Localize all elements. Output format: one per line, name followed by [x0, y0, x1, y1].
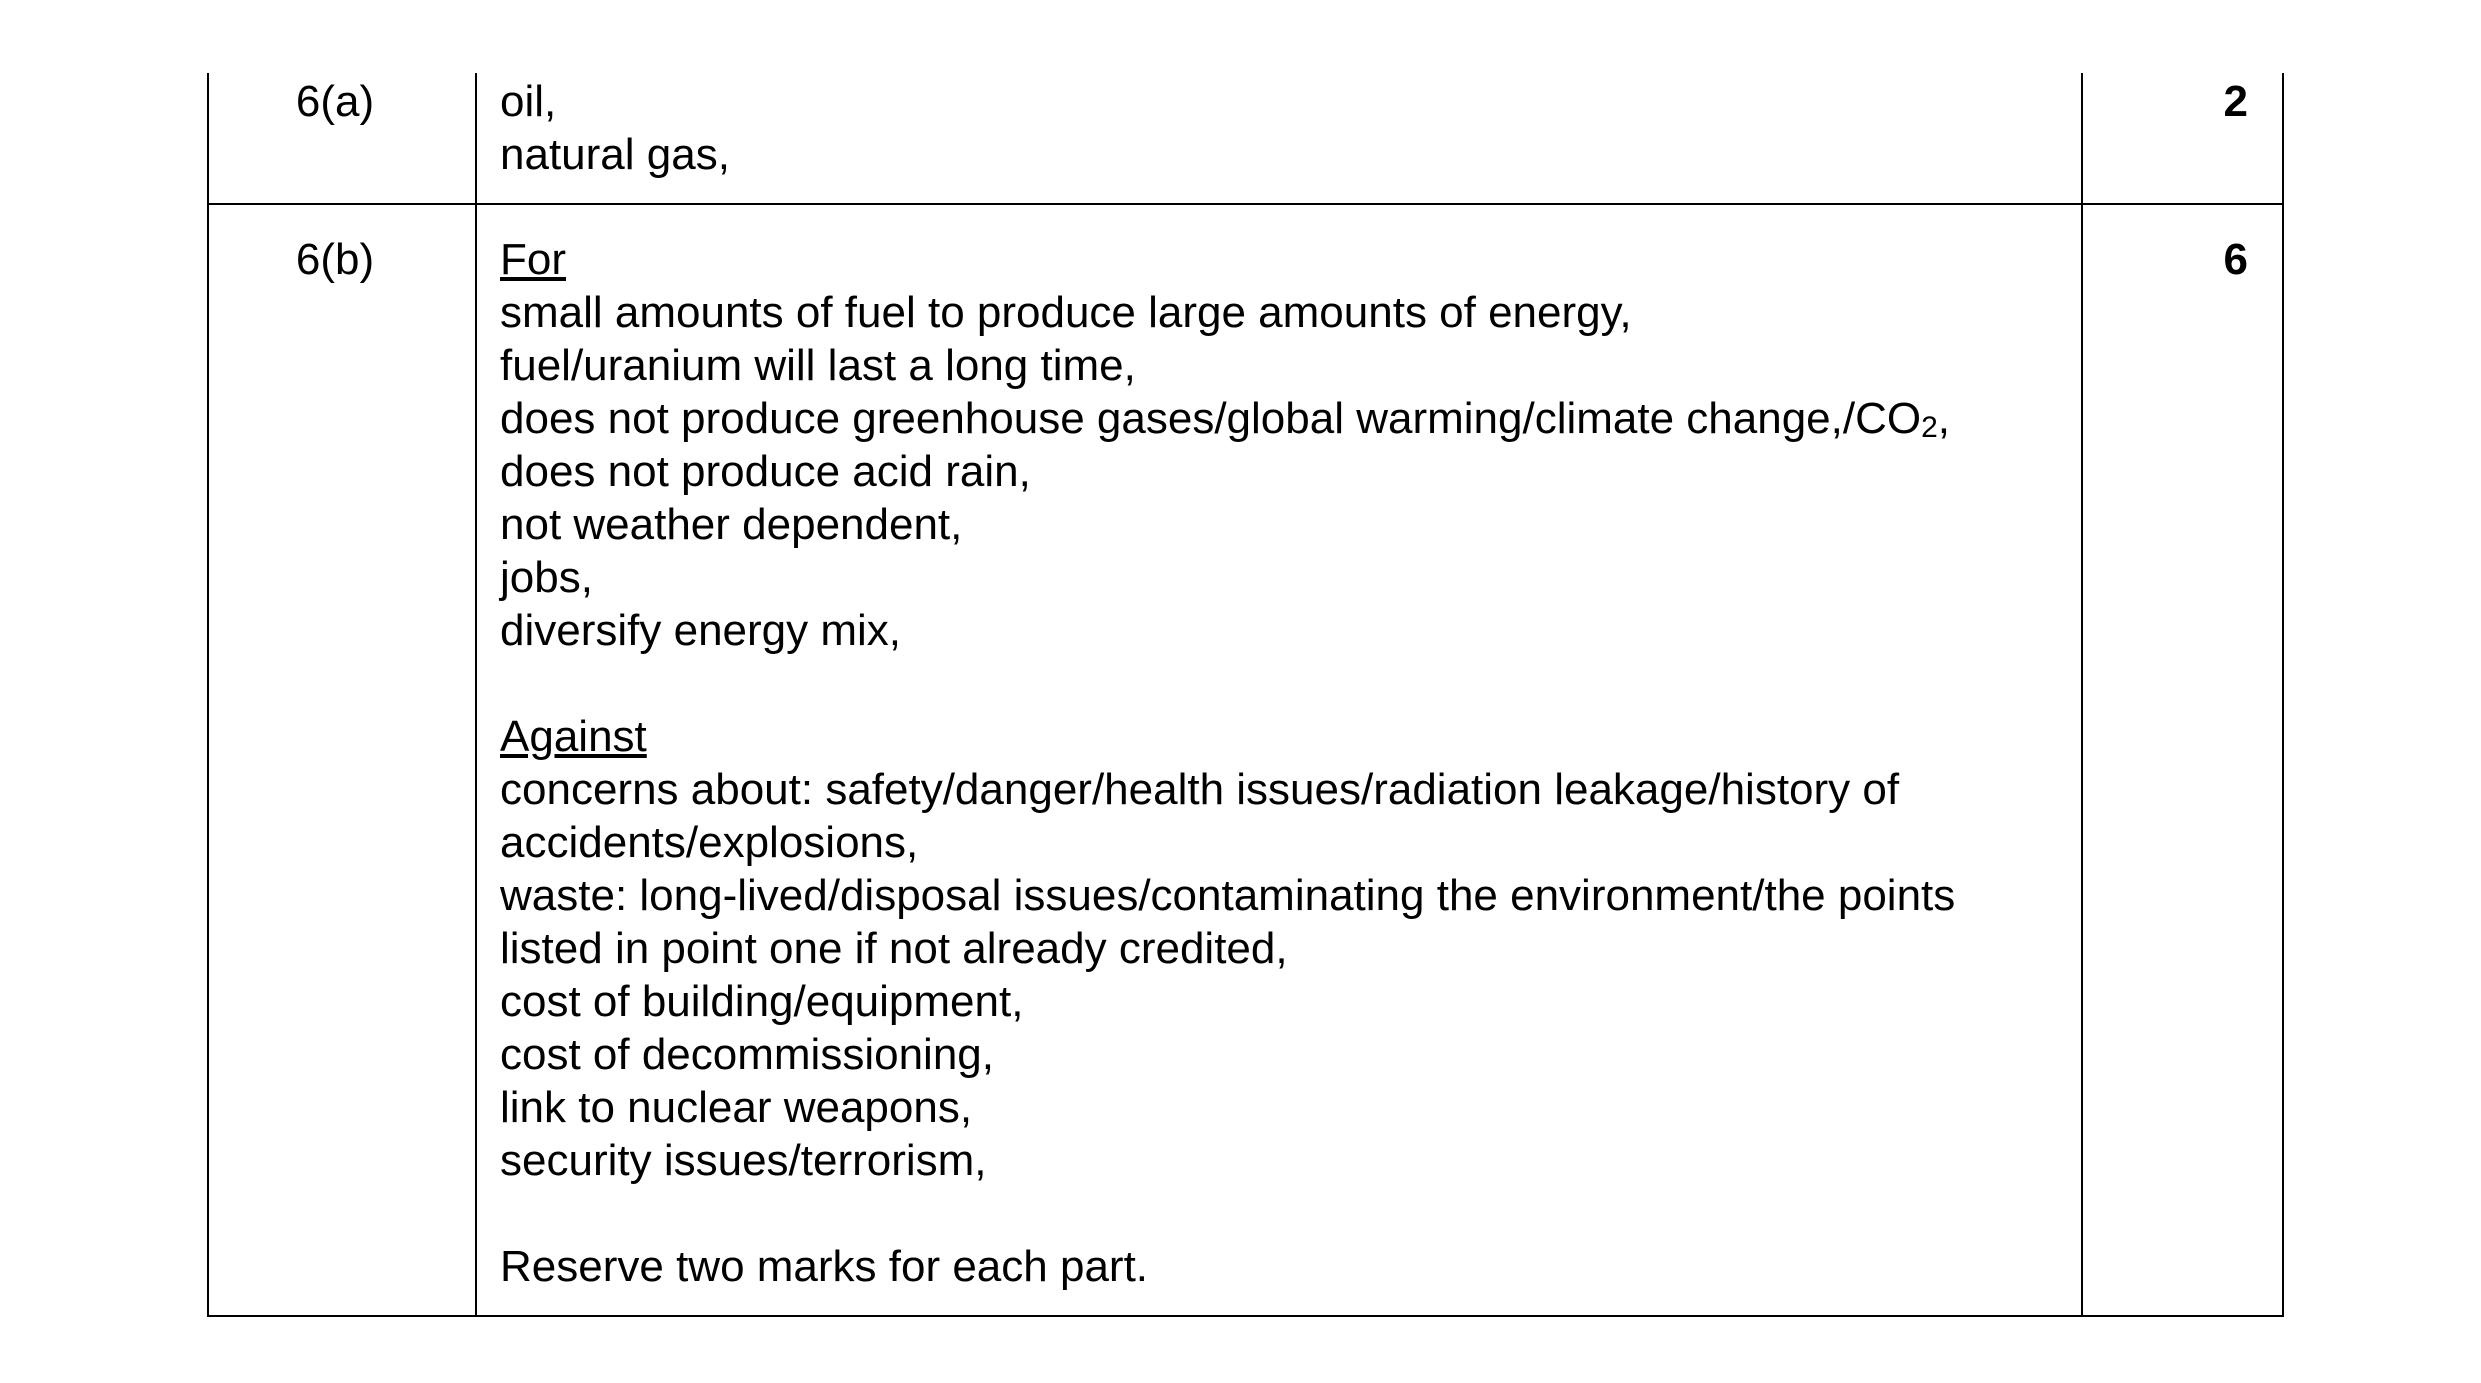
for-point: fuel/uranium will last a long time, [500, 341, 1136, 390]
answer-line: natural gas, [500, 130, 730, 179]
for-point: jobs, [500, 553, 593, 602]
marks-value: 6 [2223, 235, 2248, 284]
co2-trailing-comma: , [1937, 394, 1951, 443]
for-point: small amounts of fuel to produce large amounts of energy, [500, 288, 1632, 337]
against-point: waste: long-lived/disposal issues/contaminating the environment/the points [500, 871, 1956, 920]
table-row-6b [209, 205, 2282, 1317]
against-point: accidents/explosions, [500, 818, 919, 867]
marks-value: 2 [2223, 77, 2248, 126]
against-point: concerns about: safety/danger/health issues/radiation leakage/history of [500, 765, 1900, 814]
for-point: not weather dependent, [500, 500, 963, 549]
against-heading: Against [500, 712, 647, 761]
spacer [500, 657, 2081, 710]
table-row-6a [209, 73, 2282, 205]
for-heading: For [500, 235, 566, 284]
co2-subscript: 2 [1921, 411, 1938, 444]
for-point-text: does not produce greenhouse gases/global warming/climate change,/CO [500, 394, 1922, 443]
for-point: diversify energy mix, [500, 606, 902, 655]
spacer [500, 1187, 2081, 1240]
mark-scheme-table [207, 73, 2284, 1317]
answer-cell [477, 73, 2083, 203]
for-point-greenhouse [500, 392, 2081, 445]
for-point: does not produce acid rain, [500, 447, 1031, 496]
against-point: link to nuclear weapons, [500, 1083, 973, 1132]
answer-cell [477, 205, 2083, 1315]
question-number: 6(b) [209, 205, 477, 1315]
against-point: cost of building/equipment, [500, 977, 1024, 1026]
answer-line: oil, [500, 77, 557, 126]
against-point: cost of decommissioning, [500, 1030, 994, 1079]
question-number: 6(a) [209, 73, 477, 203]
marking-note: Reserve two marks for each part. [500, 1242, 1149, 1291]
against-point: listed in point one if not already credited, [500, 924, 1288, 973]
against-point: security issues/terrorism, [500, 1136, 987, 1185]
